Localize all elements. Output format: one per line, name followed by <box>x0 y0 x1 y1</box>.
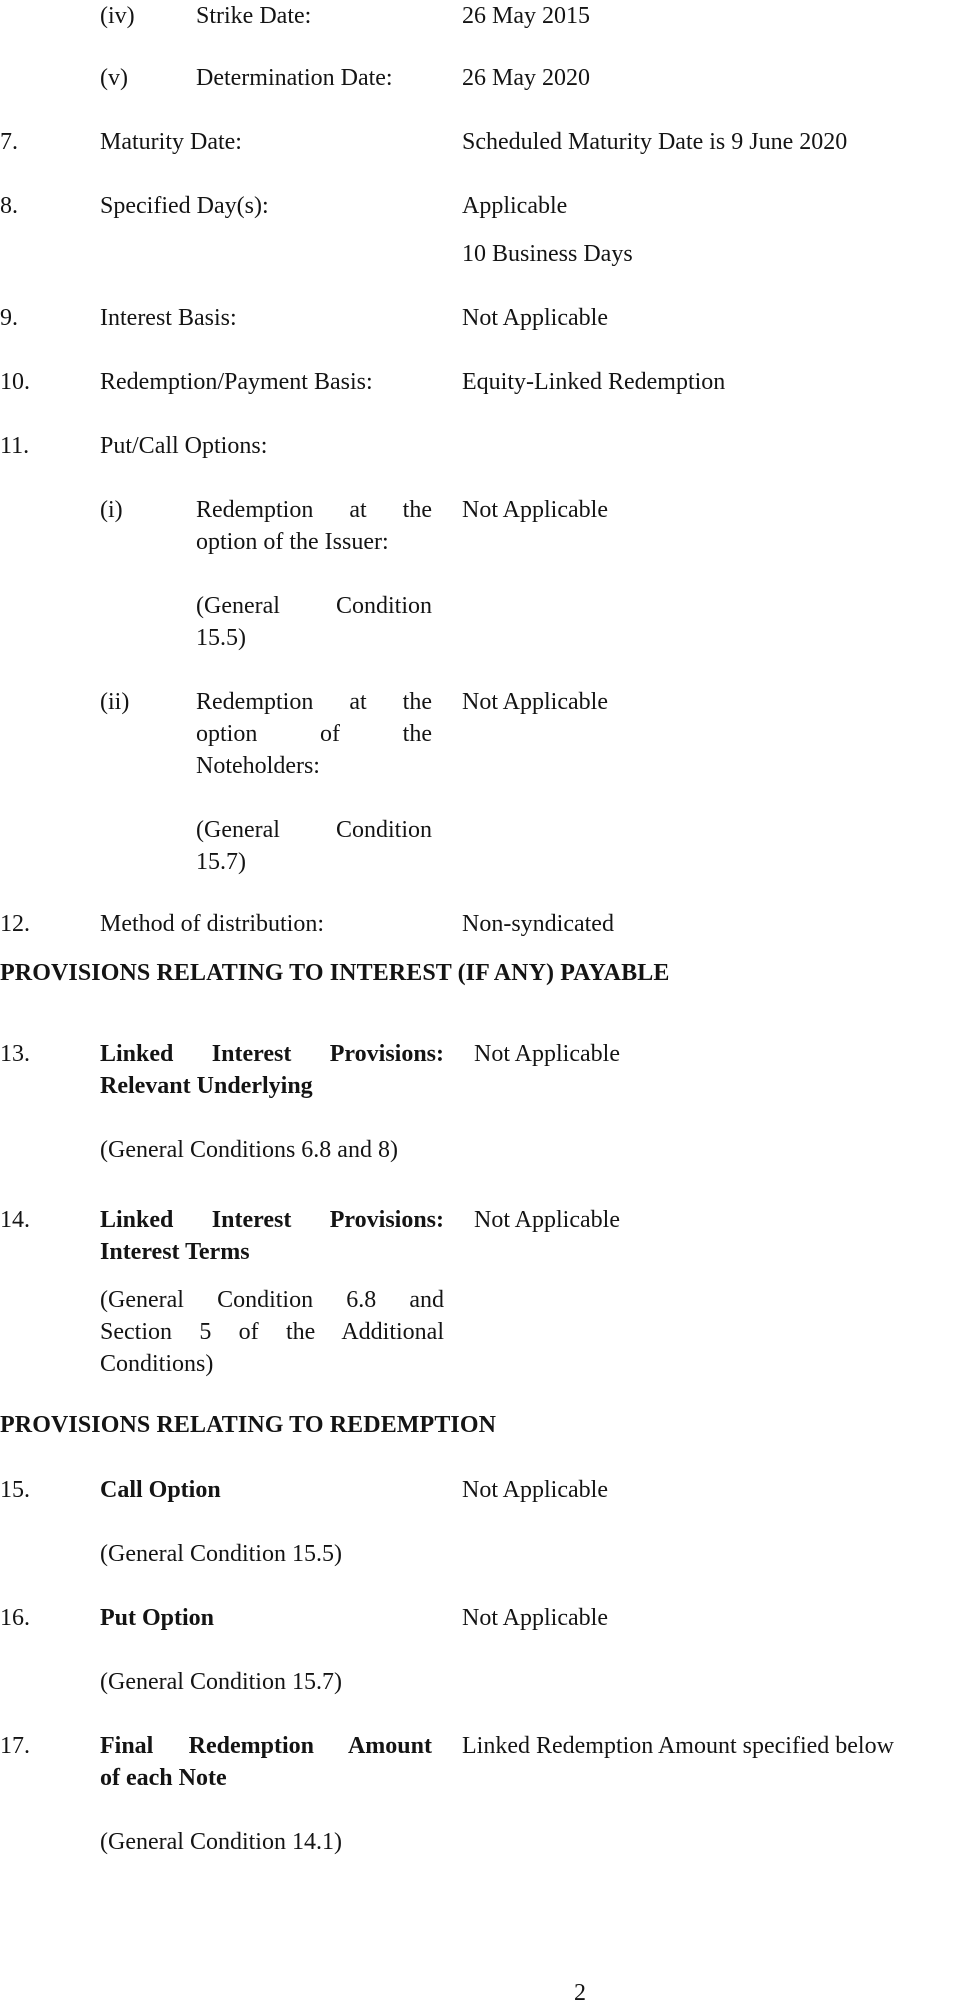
row-11ii-value: Not Applicable <box>462 689 608 715</box>
row-15-label: Call Option <box>100 1477 221 1503</box>
row-10-label: Redemption/Payment Basis: <box>100 369 373 395</box>
row-11i-label-line2: option of the Issuer: <box>196 529 389 555</box>
row-13-label-line2: Relevant Underlying <box>100 1073 313 1099</box>
row-11ii-label-line1: Redemption at the <box>196 689 432 715</box>
row-8-label: Specified Day(s): <box>100 193 269 219</box>
row-16-condition: (General Condition 15.7) <box>100 1669 342 1695</box>
row-9-value: Not Applicable <box>462 305 608 331</box>
row-17-label-line2: of each Note <box>100 1765 227 1791</box>
row-15-number: 15. <box>0 1477 30 1503</box>
row-7-value: Scheduled Maturity Date is 9 June 2020 <box>462 129 848 155</box>
row-7-number: 7. <box>0 129 18 155</box>
row-14-condition-line3: Conditions) <box>100 1351 214 1377</box>
row-11-label: Put/Call Options: <box>100 433 268 459</box>
row-16-number: 16. <box>0 1605 30 1631</box>
row-9-number: 9. <box>0 305 18 331</box>
row-11i-number: (i) <box>100 497 123 523</box>
row-14-label-line1: Linked Interest Provisions: <box>100 1207 444 1233</box>
row-8-value: Applicable <box>462 193 568 219</box>
row-v-label: Determination Date: <box>196 65 393 91</box>
row-11i-value: Not Applicable <box>462 497 608 523</box>
row-v-number: (v) <box>100 65 128 91</box>
row-17-number: 17. <box>0 1733 30 1759</box>
row-8-value-secondary: 10 Business Days <box>462 241 633 267</box>
row-11ii-condition-line2: 15.7) <box>196 849 246 875</box>
row-13-value: Not Applicable <box>474 1041 620 1067</box>
row-14-number: 14. <box>0 1207 30 1233</box>
row-10-number: 10. <box>0 369 30 395</box>
row-11i-condition-line1: (General Condition <box>196 593 432 619</box>
section-heading-redemption: PROVISIONS RELATING TO REDEMPTION <box>0 1412 497 1438</box>
row-12-label: Method of distribution: <box>100 911 324 937</box>
row-17-value: Linked Redemption Amount specified below <box>462 1733 894 1759</box>
row-15-condition: (General Condition 15.5) <box>100 1541 342 1567</box>
row-7-label: Maturity Date: <box>100 129 242 155</box>
row-iv-number: (iv) <box>100 3 135 29</box>
row-17-condition: (General Condition 14.1) <box>100 1829 342 1855</box>
row-11ii-condition-line1: (General Condition <box>196 817 432 843</box>
row-14-value: Not Applicable <box>474 1207 620 1233</box>
row-16-value: Not Applicable <box>462 1605 608 1631</box>
row-14-condition-line1: (General Condition 6.8 and <box>100 1287 444 1313</box>
row-11i-label-line1: Redemption at the <box>196 497 432 523</box>
row-iv-label: Strike Date: <box>196 3 312 29</box>
row-8-number: 8. <box>0 193 18 219</box>
row-11ii-label-line3: Noteholders: <box>196 753 320 779</box>
row-12-value: Non-syndicated <box>462 911 614 937</box>
row-16-label: Put Option <box>100 1605 215 1631</box>
row-11-number: 11. <box>0 433 30 459</box>
row-11i-condition-line2: 15.5) <box>196 625 246 651</box>
page-number: 2 <box>574 1980 586 2006</box>
row-14-condition-line2: Section 5 of the Additional <box>100 1319 444 1345</box>
row-10-value: Equity-Linked Redemption <box>462 369 726 395</box>
row-17-label-line1: Final Redemption Amount <box>100 1733 432 1759</box>
row-iv-value: 26 May 2015 <box>462 3 590 29</box>
row-11ii-label-line2: option of the <box>196 721 432 747</box>
row-13-number: 13. <box>0 1041 30 1067</box>
row-12-number: 12. <box>0 911 30 937</box>
row-15-value: Not Applicable <box>462 1477 608 1503</box>
row-14-label-line2: Interest Terms <box>100 1239 250 1265</box>
row-9-label: Interest Basis: <box>100 305 237 331</box>
row-11ii-number: (ii) <box>100 689 130 715</box>
section-heading-interest: PROVISIONS RELATING TO INTEREST (IF ANY) PAYABLE <box>0 960 670 986</box>
row-13-condition: (General Conditions 6.8 and 8) <box>100 1137 398 1163</box>
row-v-value: 26 May 2020 <box>462 65 590 91</box>
row-13-label-line1: Linked Interest Provisions: <box>100 1041 444 1067</box>
